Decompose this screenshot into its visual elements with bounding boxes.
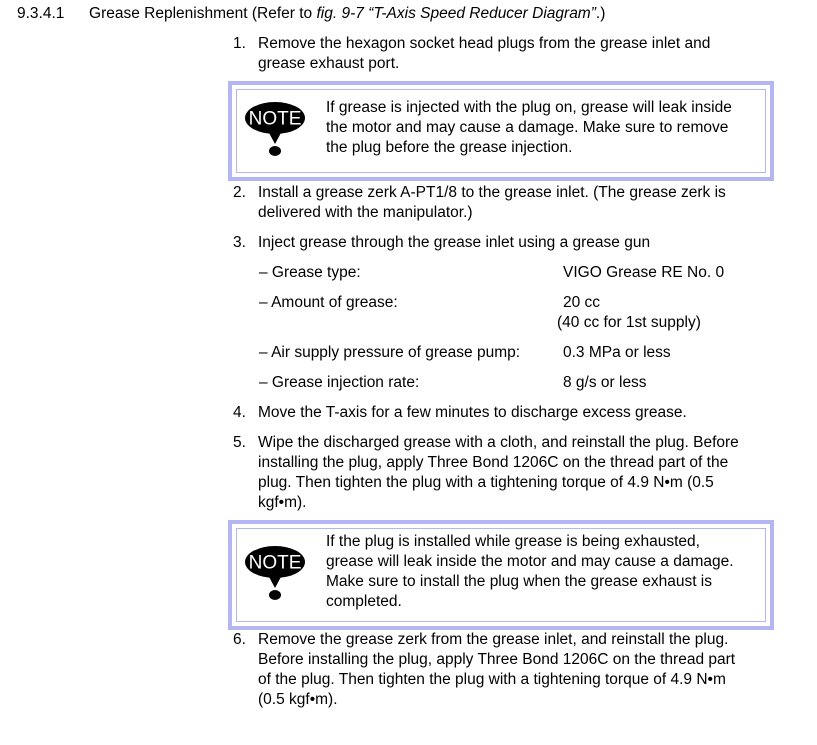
- note-line: completed.: [326, 593, 402, 610]
- spec-label: – Grease injection rate:: [259, 374, 420, 391]
- section-title-suffix: .): [595, 5, 606, 22]
- spec-label: – Grease type:: [259, 264, 361, 281]
- note-box: [228, 520, 774, 630]
- step-line: installing the plug, apply Three Bond 1206C on the thread part of the: [258, 454, 729, 471]
- spec-value: 20 cc: [563, 294, 601, 311]
- section-title-prefix: Grease Replenishment (Refer to: [89, 5, 317, 22]
- note-icon: [244, 100, 306, 160]
- step-line: (0.5 kgf•m).: [258, 691, 338, 708]
- step-line: Before installing the plug, apply Three Bond 1206C on the thread part: [258, 651, 736, 668]
- step-line: kgf•m).: [258, 494, 307, 511]
- step-number: 2.: [233, 184, 246, 201]
- step-number: 5.: [233, 434, 246, 451]
- spec-value-note: (40 cc for 1st supply): [557, 314, 701, 331]
- step-line: grease exhaust port.: [258, 55, 400, 72]
- step-line: Install a grease zerk A-PT1/8 to the grease inlet. (The grease zerk is: [258, 184, 726, 201]
- note-text: [326, 98, 732, 158]
- step-line: Wipe the discharged grease with a cloth, and reinstall the plug. Before: [258, 434, 739, 451]
- step-line: plug. Then tighten the plug with a tightening torque of 4.9 N•m (0.5: [258, 474, 714, 491]
- step-number: 4.: [233, 404, 246, 421]
- step-line: Remove the grease zerk from the grease inlet, and reinstall the plug.: [258, 631, 729, 648]
- step-number: 3.: [233, 234, 246, 251]
- note-icon-label: NOTE: [248, 108, 302, 130]
- step-line: delivered with the manipulator.): [258, 204, 473, 221]
- figure-title: “T-Axis Speed Reducer Diagram”: [368, 5, 596, 22]
- step-line: Move the T-axis for a few minutes to discharge excess grease.: [258, 404, 687, 421]
- note-text: [326, 532, 734, 612]
- note-line: the motor and may cause a damage. Make sure to remove: [326, 119, 729, 136]
- step-line: of the plug. Then tighten the plug with a tightening torque of 4.9 N•m: [258, 671, 726, 688]
- spec-value: 0.3 MPa or less: [563, 344, 671, 361]
- step-line: Inject grease through the grease inlet using a grease gun: [258, 234, 651, 251]
- step-number: 6.: [233, 631, 246, 648]
- note-line: grease will leak inside the motor and may cause a damage.: [326, 553, 734, 570]
- note-line: Make sure to install the plug when the grease exhaust is: [326, 573, 713, 590]
- note-icon: [244, 544, 306, 604]
- spec-value: VIGO Grease RE No. 0: [563, 264, 725, 281]
- figure-reference: fig. 9-7: [316, 5, 364, 22]
- spec-label: – Amount of grease:: [259, 294, 398, 311]
- step-line: Remove the hexagon socket head plugs from the grease inlet and: [258, 35, 711, 52]
- section-heading: [17, 4, 605, 24]
- spec-label: – Air supply pressure of grease pump:: [259, 344, 521, 361]
- step-number: 1.: [233, 35, 246, 52]
- section-number: 9.3.4.1: [17, 5, 65, 22]
- note-line: If the plug is installed while grease is being exhausted,: [326, 533, 700, 550]
- note-box: [228, 81, 774, 181]
- spec-value: 8 g/s or less: [563, 374, 647, 391]
- note-line: the plug before the grease injection.: [326, 139, 573, 156]
- note-line: If grease is injected with the plug on, grease will leak inside: [326, 99, 732, 116]
- note-icon-label: NOTE: [248, 552, 302, 574]
